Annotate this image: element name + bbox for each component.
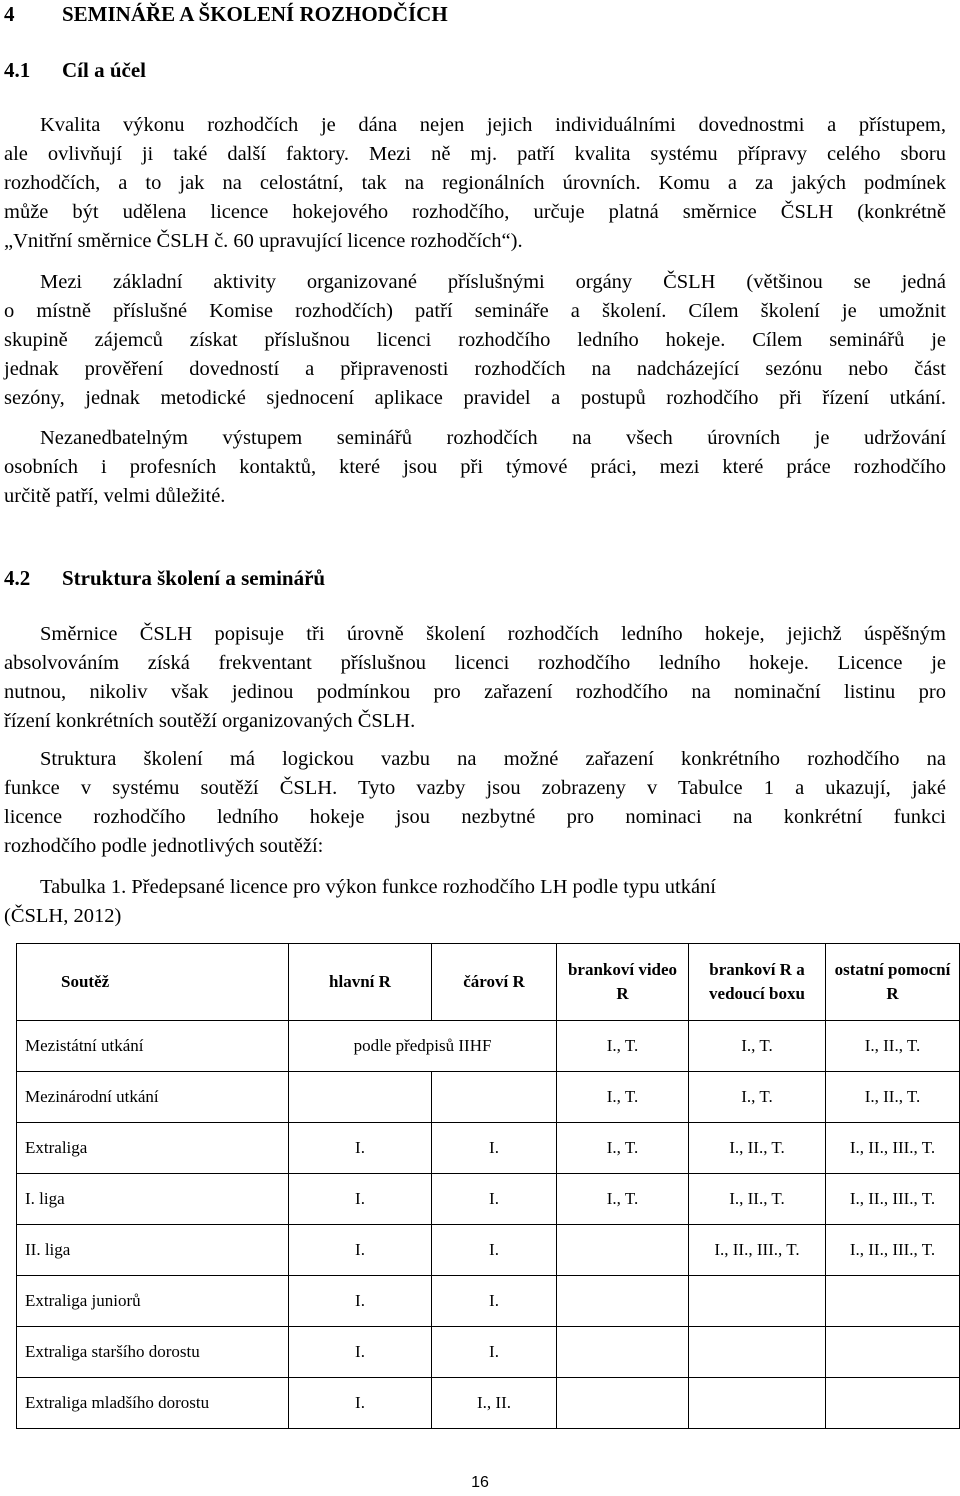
text-line: absolvováním získá frekventant příslušnou licenci rozhodčího ledního hokeje. Licence je — [4, 652, 946, 674]
cell-main: I. — [289, 1378, 432, 1429]
cell-goal-video: I., T. — [557, 1072, 689, 1123]
section-number: 4 — [4, 2, 15, 26]
cell-competition: Extraliga juniorů — [17, 1276, 289, 1327]
cell-lines: I. — [432, 1225, 557, 1276]
cell-competition: Extraliga — [17, 1123, 289, 1174]
text-line: Mezi základní aktivity organizované příslušnými orgány ČSLH (většinou se jedná — [40, 271, 946, 293]
cell-goal-video — [557, 1276, 689, 1327]
cell-competition: Extraliga mladšího dorostu — [17, 1378, 289, 1429]
text-line: jednak prověření dovedností a připravenosti rozhodčích na nadcházející sezónu nebo část — [4, 358, 946, 380]
text-line: rozhodčího podle jednotlivých soutěží: — [4, 835, 324, 857]
cell-other: I., II., T. — [826, 1072, 960, 1123]
table-row — [17, 1225, 960, 1276]
section-heading-4-2 — [4, 566, 325, 591]
page-number: 16 — [471, 1474, 489, 1491]
cell-main-and-lines: podle předpisů IIHF — [289, 1021, 557, 1072]
cell-main — [289, 1072, 432, 1123]
text-line: skupině zájemců získat příslušnou licenci rozhodčího ledního hokeje. Cílem seminářů je — [4, 329, 946, 351]
section-heading-4-1 — [4, 58, 146, 83]
table-row — [17, 1021, 960, 1072]
cell-goal-box: I., II., T. — [689, 1123, 826, 1174]
section-number: 4.2 — [4, 566, 31, 590]
text-line: sezóny, jednak metodické sjednocení aplikace pravidel a postupů rozhodčího při řízení utkání. — [4, 387, 946, 409]
cell-main: I. — [289, 1123, 432, 1174]
cell-competition: Mezinárodní utkání — [17, 1072, 289, 1123]
cell-goal-box: I., T. — [689, 1021, 826, 1072]
table-row — [17, 1072, 960, 1123]
licence-table — [16, 943, 960, 1429]
table-caption: Tabulka 1. Předepsané licence pro výkon funkce rozhodčího LH podle typu utkání — [40, 876, 716, 898]
text-line: řízení konkrétních soutěží organizovaných ČSLH. — [4, 710, 416, 732]
text-line: osobních i profesních kontaktů, které jsou při týmové práci, mezi které práce rozhodčího — [4, 456, 946, 478]
cell-other: I., II., III., T. — [826, 1174, 960, 1225]
section-number: 4.1 — [4, 58, 31, 82]
text-line: licence rozhodčího ledního hokeje jsou nezbytné pro nominaci na konkrétní funkci — [4, 806, 946, 828]
cell-lines: I. — [432, 1327, 557, 1378]
header-other: ostatní pomocní R — [826, 944, 960, 1021]
cell-other — [826, 1327, 960, 1378]
text-line: rozhodčích, a to jak na celostátní, tak na regionálních úrovních. Komu a za jakých podmínek — [4, 172, 946, 194]
paragraph-2 — [4, 268, 946, 413]
text-line: Kvalita výkonu rozhodčích je dána nejen jejich individuálními dovednostmi a přístupem, — [40, 114, 946, 136]
cell-goal-box — [689, 1378, 826, 1429]
cell-lines: I. — [432, 1123, 557, 1174]
cell-main: I. — [289, 1276, 432, 1327]
text-line: „Vnitřní směrnice ČSLH č. 60 upravující licence rozhodčích“). — [4, 230, 523, 252]
text-line: Struktura školení má logickou vazbu na možné zařazení konkrétního rozhodčího na — [40, 748, 946, 770]
cell-other — [826, 1276, 960, 1327]
cell-goal-video — [557, 1327, 689, 1378]
cell-other — [826, 1378, 960, 1429]
table-row — [17, 1327, 960, 1378]
paragraph-5 — [4, 745, 946, 861]
paragraph-1 — [4, 111, 946, 256]
text-line: o místně příslušné Komise rozhodčích) patří semináře a školení. Cílem školení je umožnit — [4, 300, 946, 322]
cell-goal-video: I., T. — [557, 1021, 689, 1072]
header-linesman: čároví R — [432, 944, 557, 1021]
cell-goal-box: I., II., III., T. — [689, 1225, 826, 1276]
table-row — [17, 1276, 960, 1327]
cell-lines: I. — [432, 1174, 557, 1225]
cell-main: I. — [289, 1174, 432, 1225]
cell-other: I., II., III., T. — [826, 1123, 960, 1174]
cell-lines: I., II. — [432, 1378, 557, 1429]
text-line: nutnou, nikoliv však jedinou podmínkou pro zařazení rozhodčího na nominační listinu pro — [4, 681, 946, 703]
paragraph-4 — [4, 620, 946, 736]
table-header-row — [17, 944, 960, 1021]
cell-goal-box — [689, 1327, 826, 1378]
section-title: Cíl a účel — [62, 58, 146, 82]
cell-competition: I. liga — [17, 1174, 289, 1225]
cell-goal-box: I., T. — [689, 1072, 826, 1123]
text-line: určitě patří, velmi důležité. — [4, 485, 226, 507]
cell-goal-video — [557, 1225, 689, 1276]
section-heading-4 — [4, 2, 448, 27]
cell-goal-box: I., II., T. — [689, 1174, 826, 1225]
text-line: může být udělena licence hokejového rozhodčího, určuje platná směrnice ČSLH (konkrétně — [4, 201, 946, 223]
table-caption-source: (ČSLH, 2012) — [4, 905, 122, 927]
section-title: Struktura školení a seminářů — [62, 566, 326, 590]
cell-competition: II. liga — [17, 1225, 289, 1276]
cell-goal-video: I., T. — [557, 1174, 689, 1225]
cell-lines — [432, 1072, 557, 1123]
section-title: SEMINÁŘE A ŠKOLENÍ ROZHODČÍCH — [62, 2, 448, 26]
text-line: funkce v systému soutěží ČSLH. Tyto vazby jsou zobrazeny v Tabulce 1 a ukazují, jaké — [4, 777, 946, 799]
header-main-referee: hlavní R — [289, 944, 432, 1021]
table-row — [17, 1378, 960, 1429]
paragraph-3 — [4, 424, 946, 511]
cell-other: I., II., III., T. — [826, 1225, 960, 1276]
text-line: ale ovlivňují ji také další faktory. Mezi ně mj. patří kvalita systému přípravy celého sboru — [4, 143, 946, 165]
cell-goal-video — [557, 1378, 689, 1429]
header-goal-box: brankoví R a vedoucí boxu — [689, 944, 826, 1021]
text-line: Nezanedbatelným výstupem seminářů rozhodčích na všech úrovních je udržování — [40, 427, 946, 449]
text-line: Směrnice ČSLH popisuje tři úrovně školení rozhodčích ledního hokeje, jejichž úspěšným — [40, 623, 946, 645]
table-row — [17, 1123, 960, 1174]
cell-main: I. — [289, 1225, 432, 1276]
table-row — [17, 1174, 960, 1225]
cell-other: I., II., T. — [826, 1021, 960, 1072]
cell-competition: Extraliga staršího dorostu — [17, 1327, 289, 1378]
cell-competition: Mezistátní utkání — [17, 1021, 289, 1072]
cell-goal-video: I., T. — [557, 1123, 689, 1174]
cell-goal-box — [689, 1276, 826, 1327]
header-goal-video: brankoví video R — [557, 944, 689, 1021]
cell-main: I. — [289, 1327, 432, 1378]
header-competition: Soutěž — [17, 944, 289, 1021]
cell-lines: I. — [432, 1276, 557, 1327]
